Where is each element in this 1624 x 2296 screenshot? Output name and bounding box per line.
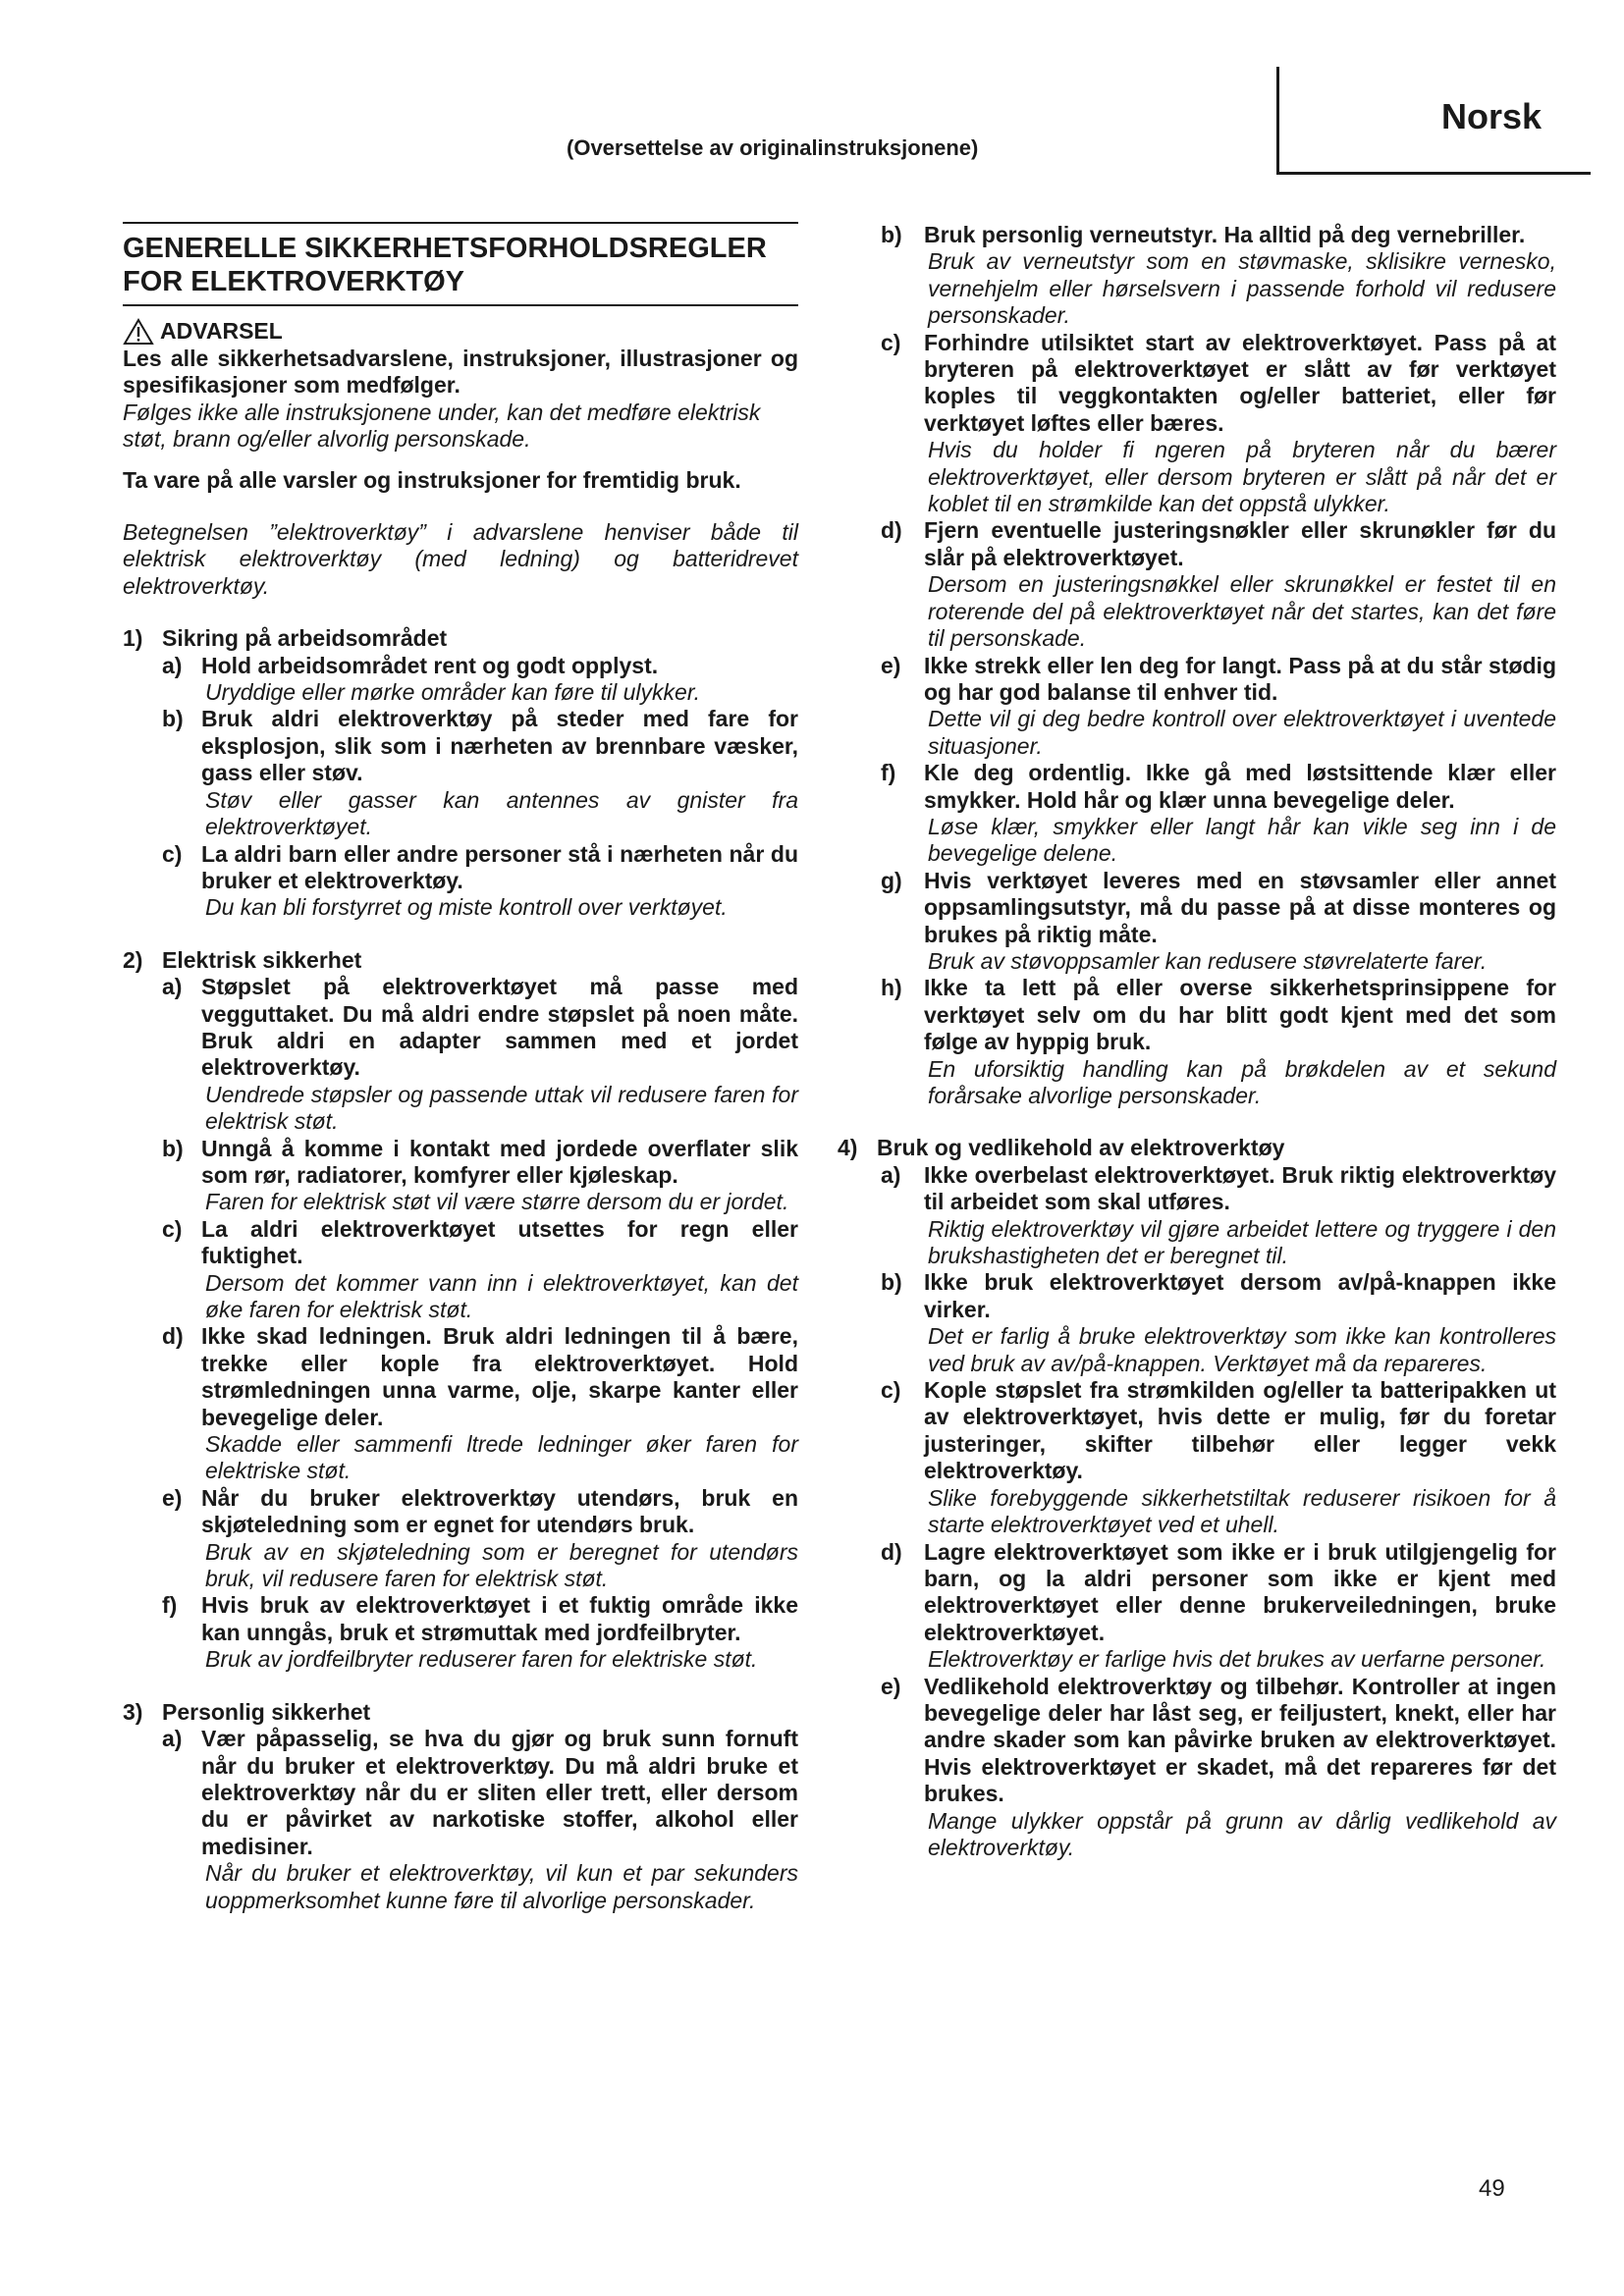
item-note: Uryddige eller mørke områder kan føre til ulykker.	[205, 679, 701, 706]
item-text: Hold arbeidsområdet rent og godt opplyst.	[201, 652, 659, 678]
item-text: Ikke skad ledningen. Bruk aldri ledningen til å bære, trekke eller kople fra elektroverktøyet. Hold strømledningen unna varme, olje, skarpe kanter eller bevegelige deler.	[201, 1323, 798, 1430]
section-work-area	[123, 625, 798, 921]
item-label: b)	[162, 706, 184, 732]
item-text: Hvis verktøyet leveres med en støvsamler eller annet oppsamlingsutstyr, må du passe på at disse monteres og brukes på riktig måte.	[924, 867, 1556, 947]
item-text: Fjern eventuelle justeringsnøkler eller skrunøkler før du slår på elektroverktøyet.	[924, 517, 1556, 570]
item-label: c)	[162, 1215, 183, 1242]
item-note: Bruk av støvoppsamler kan redusere støvrelaterte farer.	[928, 947, 1488, 974]
list-item	[881, 517, 1556, 652]
keep-instructions: Ta vare på alle varsler og instruksjoner for fremtidig bruk.	[123, 466, 741, 493]
list-item	[881, 1269, 1556, 1377]
list-item	[123, 1216, 798, 1324]
item-text: Kople støpslet fra strømkilden og/eller ta batteripakken ut av elektroverktøyet, hvis dette er mulig, før du foretar justeringer, skifter tilbehør eller legger vekk elektroverktøy.	[924, 1377, 1556, 1484]
section-number: 4)	[838, 1135, 858, 1161]
warning-label: ADVARSEL	[160, 318, 283, 345]
list-item	[881, 760, 1556, 868]
list-item	[123, 706, 798, 840]
list-item	[123, 1323, 798, 1484]
item-note: Når du bruker et elektroverktøy, vil kun et par sekunders uoppmerksomhet kunne føre til alvorlige personskader.	[205, 1860, 798, 1913]
item-note: Dersom en justeringsnøkkel eller skrunøkkel er festet til en roterende del på elektroverktøyet når det startes, kan det føre til personskade.	[928, 571, 1556, 652]
item-label: d)	[881, 517, 902, 544]
list-item	[123, 1136, 798, 1216]
item-text: Støpslet på elektroverktøyet må passe med vegguttaket. Du må aldri endre støpslet på noen måte. Bruk aldri en adapter sammen med et jordet elektroverktøy.	[201, 974, 798, 1081]
item-note: Dersom det kommer vann inn i elektroverktøyet, kan det øke faren for elektrisk støt.	[205, 1269, 798, 1322]
list-item	[881, 222, 1556, 330]
item-text: La aldri barn eller andre personer stå i nærheten når du bruker et elektroverktøy.	[201, 840, 798, 893]
language-box	[1276, 67, 1591, 175]
section-title-block	[123, 222, 798, 306]
item-label: b)	[162, 1135, 184, 1161]
item-note: Elektroverktøy er farlige hvis det brukes av uerfarne personer.	[928, 1646, 1546, 1673]
item-label: b)	[881, 1269, 902, 1296]
item-text: Ikke ta lett på eller overse sikkerhetsprinsippene for verktøyet selv om du har blitt godt kjent med det som følge av hyppig bruk.	[924, 975, 1556, 1055]
item-note: Skadde eller sammenfi ltrede ledninger øker faren for elektriske støt.	[205, 1431, 798, 1484]
item-text: Ikke bruk elektroverktøyet dersom av/på-knappen ikke virker.	[924, 1269, 1556, 1322]
item-label: e)	[881, 1673, 901, 1699]
definition-text: Betegnelsen ”elektroverktøy” i advarslene henviser både til elektrisk elektroverktøy (med ledning) og batteridrevet elektroverktøy.	[123, 519, 798, 599]
item-label: d)	[881, 1538, 902, 1565]
item-label: a)	[162, 652, 183, 678]
item-label: a)	[881, 1161, 901, 1188]
item-note: Støv eller gasser kan antennes av gnister fra elektroverktøyet.	[205, 786, 798, 840]
item-note: Mange ulykker oppstår på grunn av dårlig vedlikehold av elektroverktøy.	[928, 1807, 1556, 1860]
item-text: Bruk personlig verneutstyr. Ha alltid på deg vernebriller.	[924, 222, 1526, 247]
item-note: Riktig elektroverktøy vil gjøre arbeidet lettere og tryggere i den brukshastigheten det er beregnet til.	[928, 1215, 1556, 1269]
item-note: Du kan bli forstyrret og miste kontroll over verktøyet.	[205, 894, 728, 921]
section-title: Personlig sikkerhet	[162, 1698, 371, 1725]
list-item	[881, 330, 1556, 518]
warning-triangle-icon	[123, 318, 154, 346]
list-item	[881, 975, 1556, 1109]
right-column	[838, 222, 1556, 1861]
warning-heading	[123, 318, 798, 346]
item-text: Forhindre utilsiktet start av elektroverktøyet. Pass på at bryteren på elektroverktøyet er slått av før verktøyet koples til veggkontakten og/eller batteriet, eller før verktøyet løftes eller bæres.	[924, 329, 1556, 436]
page-title-line-1: GENERELLE SIKKERHETSFORHOLDSREGLER	[123, 233, 767, 264]
left-column	[123, 222, 798, 1914]
list-item	[881, 1674, 1556, 1862]
item-note: Bruk av jordfeilbryter reduserer faren for elektriske støt.	[205, 1646, 758, 1673]
item-text: Vær påpasselig, se hva du gjør og bruk sunn fornuft når du bruker et elektroverktøy. Du må aldri bruke et elektroverktøy når du er sliten eller trett, eller dersom du er påvirket av narkotiske stoffer, alkohol eller medisiner.	[201, 1726, 798, 1859]
item-label: d)	[162, 1323, 184, 1350]
item-text: Lagre elektroverktøyet som ikke er i bruk utilgjengelig for barn, og la aldri personer som ikke er kjent med elektroverktøyet eller denne brukerveiledningen, bruke elektroverktøyet.	[924, 1538, 1556, 1645]
section-personal-safety	[123, 1699, 798, 1914]
item-note: Hvis du holder fi ngeren på bryteren når du bærer elektroverktøyet, eller dersom bryteren er slått på når det er koblet til en strømkilde kan det oppstå ulykker.	[928, 437, 1556, 517]
item-note: En uforsiktig handling kan på brøkdelen av et sekund forårsake alvorlige personskader.	[928, 1055, 1556, 1108]
item-note: Det er farlig å bruke elektroverktøy som ikke kan kontrolleres ved bruk av av/på-knappen. Verktøyet må da repareres.	[928, 1323, 1556, 1376]
section-title: Bruk og vedlikehold av elektroverktøy	[877, 1135, 1285, 1161]
item-note: Bruk av verneutstyr som en støvmaske, sklisikre vernesko, vernehjelm eller hørselsvern i passende forhold vil redusere personskader.	[928, 248, 1556, 329]
item-label: f)	[162, 1592, 178, 1619]
item-label: c)	[162, 840, 183, 867]
item-text: Bruk aldri elektroverktøy på steder med fare for eksplosjon, slik som i nærheten av brennbare væsker, gass eller støv.	[201, 706, 798, 786]
page-number: 49	[1479, 2175, 1505, 2202]
list-item	[123, 1485, 798, 1593]
translation-note: (Oversettelse av originalinstruksjonene)	[567, 135, 979, 160]
item-note: Slike forebyggende sikkerhetstiltak reduserer risikoen for å starte elektroverktøyet ved et uhell.	[928, 1484, 1556, 1538]
list-item	[881, 868, 1556, 976]
list-item	[881, 1162, 1556, 1270]
section-number: 3)	[123, 1698, 143, 1725]
item-text: Kle deg ordentlig. Ikke gå med løstsittende klær eller smykker. Hold hår og klær unna bevegelige deler.	[924, 760, 1556, 813]
list-item	[123, 1726, 798, 1914]
item-label: a)	[162, 1726, 183, 1752]
section-use-and-care	[838, 1135, 1556, 1861]
section-number: 1)	[123, 625, 143, 652]
warning-consequence: Følges ikke alle instruksjonene under, kan det medføre elektrisk støt, brann og/eller alvorlig personskade.	[123, 399, 761, 453]
list-item	[881, 653, 1556, 761]
list-item	[123, 974, 798, 1135]
section-title: Elektrisk sikkerhet	[162, 946, 362, 973]
item-text: Hvis bruk av elektroverktøyet i et fuktig område ikke kan unngås, bruk et strømuttak med jordfeilbryter.	[201, 1592, 798, 1645]
item-label: c)	[881, 329, 901, 355]
item-label: h)	[881, 975, 902, 1001]
list-item	[881, 1539, 1556, 1674]
list-item	[123, 1592, 798, 1673]
item-note: Dette vil gi deg bedre kontroll over elektroverktøyet i uventede situasjoner.	[928, 706, 1556, 759]
item-label: b)	[881, 222, 902, 247]
section-title: Sikring på arbeidsområdet	[162, 625, 448, 652]
item-label: e)	[162, 1484, 183, 1511]
item-label: f)	[881, 760, 896, 786]
page-title-line-2: FOR ELEKTROVERKTØY	[123, 266, 465, 297]
item-note: Faren for elektrisk støt vil være større dersom du er jordet.	[205, 1189, 789, 1215]
warning-read-all: Les alle sikkerhetsadvarslene, instruksjoner, illustrasjoner og spesifikasjoner som medfølger.	[123, 346, 798, 399]
item-note: Løse klær, smykker eller langt hår kan vikle seg inn i de bevegelige delene.	[928, 813, 1556, 867]
item-text: Ikke overbelast elektroverktøyet. Bruk riktig elektroverktøy til arbeidet som skal utføres.	[924, 1161, 1556, 1215]
item-label: c)	[881, 1377, 901, 1404]
section-electrical-safety	[123, 947, 798, 1674]
item-text: Ikke strekk eller len deg for langt. Pass på at du står stødig og har god balanse til enhver tid.	[924, 652, 1556, 705]
list-item	[123, 841, 798, 922]
item-note: Bruk av en skjøteledning som er beregnet for utendørs bruk, vil redusere faren for elektrisk støt.	[205, 1538, 798, 1592]
item-label: g)	[881, 867, 902, 893]
list-item	[123, 653, 798, 707]
language-label: Norsk	[1440, 96, 1542, 136]
item-text: Vedlikehold elektroverktøy og tilbehør. Kontroller at ingen bevegelige deler har låst seg, er feiljustert, knekt, eller har andre skader som kan påvirke bruken av elektroverktøyet. Hvis elektroverktøyet er skadet, må det repareres før det brukes.	[924, 1673, 1556, 1807]
item-label: a)	[162, 974, 183, 1000]
item-note: Uendrede støpsler og passende uttak vil redusere faren for elektrisk støt.	[205, 1081, 798, 1135]
item-text: Når du bruker elektroverktøy utendørs, bruk en skjøteledning som er egnet for utendørs bruk.	[201, 1484, 798, 1538]
item-label: e)	[881, 652, 901, 678]
item-text: Unngå å komme i kontakt med jordede overflater slik som rør, radiatorer, komfyrer eller kjøleskap.	[201, 1135, 798, 1188]
section-number: 2)	[123, 946, 143, 973]
list-item	[881, 1377, 1556, 1538]
item-text: La aldri elektroverktøyet utsettes for regn eller fuktighet.	[201, 1215, 798, 1269]
